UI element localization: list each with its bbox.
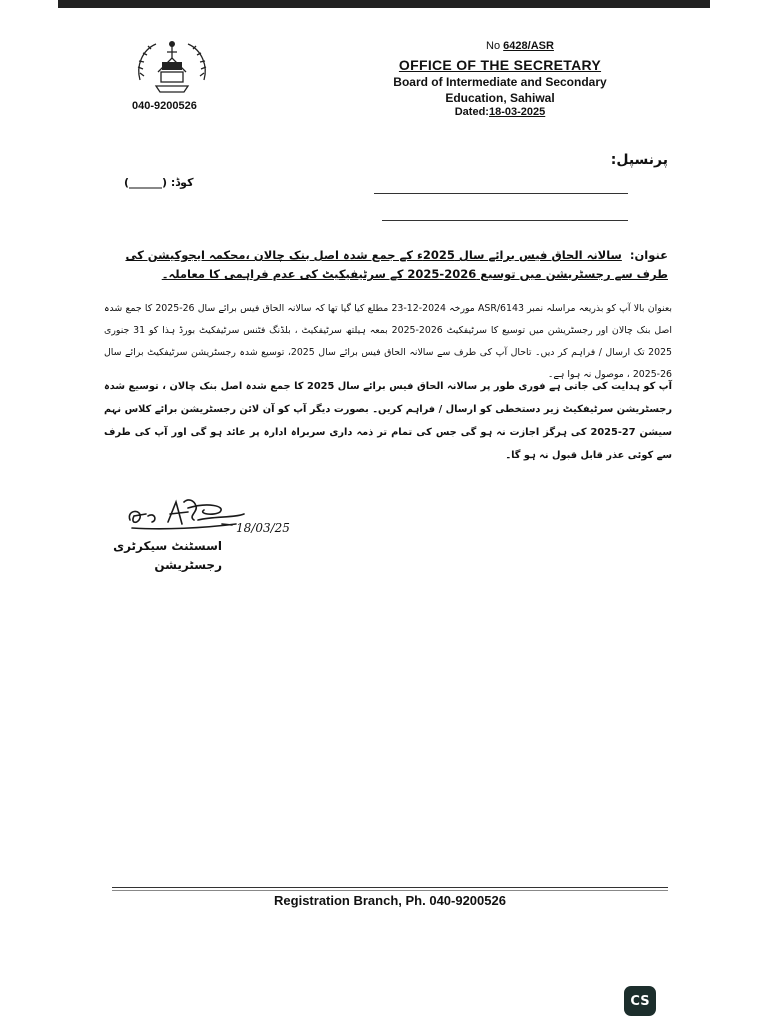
subject [108,246,668,284]
date-label: Dated: [454,106,489,118]
subject-label: عنوان: [629,248,668,262]
reference-number [420,40,620,52]
address-line-1 [374,193,628,194]
camscanner-badge: CS [624,986,656,1016]
footer-rule-bottom [112,890,668,891]
body-paragraph-2: آپ کو ہدایت کی جاتی ہے فوری طور پر سالانہ الحاق فیس برائے سال 2025 کا جمع شدہ اصل بنک چالان ، توسیع شدہ رجسٹریشن سرٹیفکیٹ زیر دستخطی کو ارسال / فراہم کریں۔ بصورت دیگر آپ کو آن لائن رجسٹریشن برائے کلاس نہم سیشن 27-2025 کی ہرگز اجازت نہ ہو گی جس کی تمام تر ذمہ داری سربراہ ادارہ پر عائد ہو گی اور آپ کی طرف سے کوئی عذر قابل قبول نہ ہو گا۔ [104,381,672,461]
board-emblem-icon [134,36,210,98]
reference-label: No [486,40,501,52]
footer-contact: Registration Branch, Ph. 040-9200526 [274,893,506,908]
footer-rule-top [112,887,668,888]
code-label: کوڈ: (______) [124,176,194,189]
date-value: 18-03-2025 [488,106,546,118]
board-name-line2: Education, Sahiwal [445,91,555,105]
reference-value: 6428/ASR [503,40,554,52]
address-line-2 [382,220,628,221]
top-border [58,0,710,8]
phone-number: 040-9200526 [132,100,197,112]
designation-line-1: اسسٹنٹ سیکرٹری [113,539,222,553]
body-paragraph-1: بعنوان بالا آپ کو بذریعہ مراسلہ نمبر ASR/6143 مورخہ 2024-12-23 مطلع کیا گیا تھا کہ سالانہ الحاق فیس برائے سال 26-2025 کا جمع شدہ اصل بنک چالان اور رجسٹریشن میں توسیع کا سرٹیفکیٹ 2026-2025 بمعہ ہیلتھ سرٹیفکیٹ ، بلڈنگ فٹنس سرٹیفکیٹ بورڈ ہذا کو 31 جنوری 2025 تک ارسال / فراہم کر دیں۔ تاحال آپ کی طرف سے سالانہ الحاق فیس برائے سال 2025، توسیع شدہ رجسٹریشن سرٹیفکیٹ برائے سال 26-2025 ، موصول نہ ہوا ہے۔ [104,303,672,380]
designation-line-2: رجسٹریشن [154,558,222,572]
letter-date [380,106,620,118]
letterhead [380,40,620,118]
signatory-designation [110,537,222,575]
office-title: OFFICE OF THE SECRETARY [398,57,602,73]
principal-label: پرنسپل: [610,152,668,168]
signature-date: 18/03/25 [236,521,290,535]
subject-text: سالانہ الحاق فیس برائے سال 2025ء کے جمع شدہ اصل بنک چالان ،محکمہ ایجوکیشن کی طرف سے رجسٹریشن میں توسیع 2026-2025 کے سرٹیفیکیٹ کی عدم فراہمی کا معاملہ۔ [125,248,668,281]
board-name-line1: Board of Intermediate and Secondary [393,75,607,89]
